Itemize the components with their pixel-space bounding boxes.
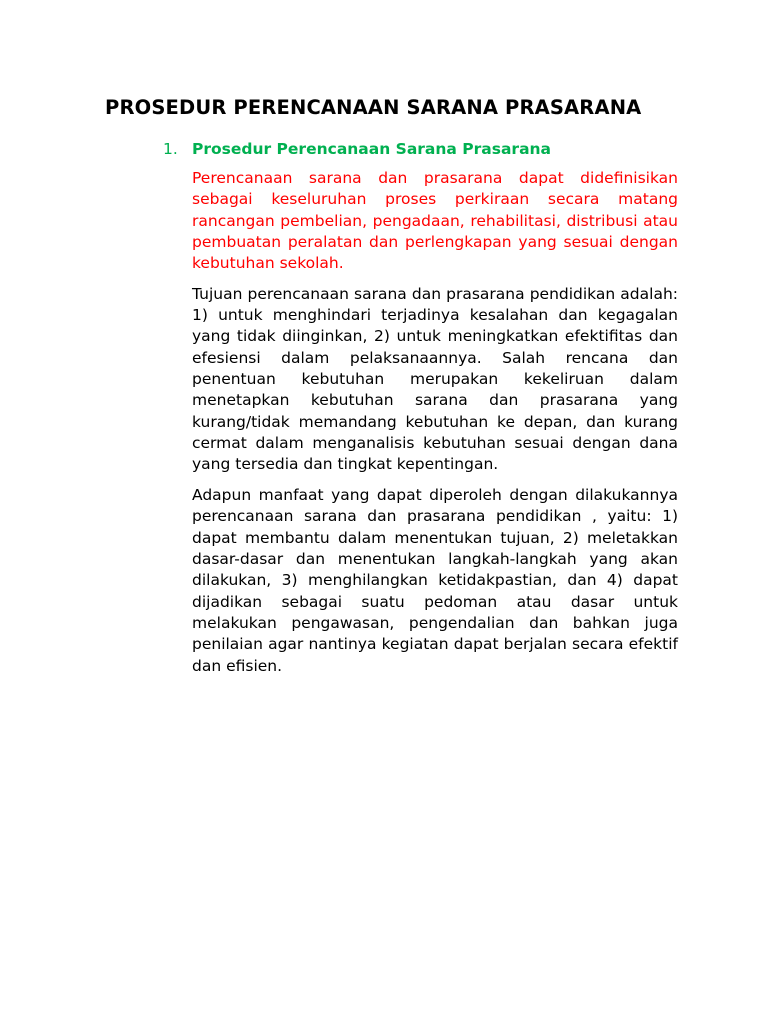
section-title: Prosedur Perencanaan Sarana Prasarana [192,140,552,158]
purpose-paragraph: Tujuan perencanaan sarana dan prasarana pendidikan adalah: 1) untuk menghindari terjadinya kesalahan dan kegagalan yang tidak diinginkan, 2) untuk meningkatkan efektifitas dan efesiensi dalam pelaksanaannya. Salah rencana dan penentuan kebutuhan merupakan kekeliruan dalam menetapkan kebutuhan sarana dan prasarana yang kurang/tidak memandang kebutuhan ke depan, dan kurang cermat dalam menganalisis kebutuhan sesuai dengan dana yang tersedia dan tingkat kepentingan. [192,284,678,474]
section-number: 1. [163,140,178,158]
section-1 [163,139,678,677]
benefits-paragraph: Adapun manfaat yang dapat diperoleh dengan dilakukannya perencanaan sarana dan prasarana pendidikan , yaitu: 1) dapat membantu dalam menentukan tujuan, 2) meletakkan dasar-dasar dan menentukan langkah-langkah yang akan dilakukan, 3) menghilangkan ketidakpastian, dan 4) dapat dijadikan sebagai suatu pedoman atau dasar untuk melakukan pengawasan, pengendalian dan bahkan juga penilaian agar nantinya kegiatan dapat berjalan secara efektif dan efisien. [192,485,678,675]
section-body [192,168,678,677]
definition-paragraph: Perencanaan sarana dan prasarana dapat didefinisikan sebagai keseluruhan proses perkiraan secara matang rancangan pembelian, pengadaan, rehabilitasi, distribusi atau pembuatan peralatan dan perlengkapan yang sesuai dengan kebutuhan sekolah. [192,169,678,273]
section-heading [163,139,678,159]
page-title: PROSEDUR PERENCANAAN SARANA PRASARANA [105,96,642,119]
